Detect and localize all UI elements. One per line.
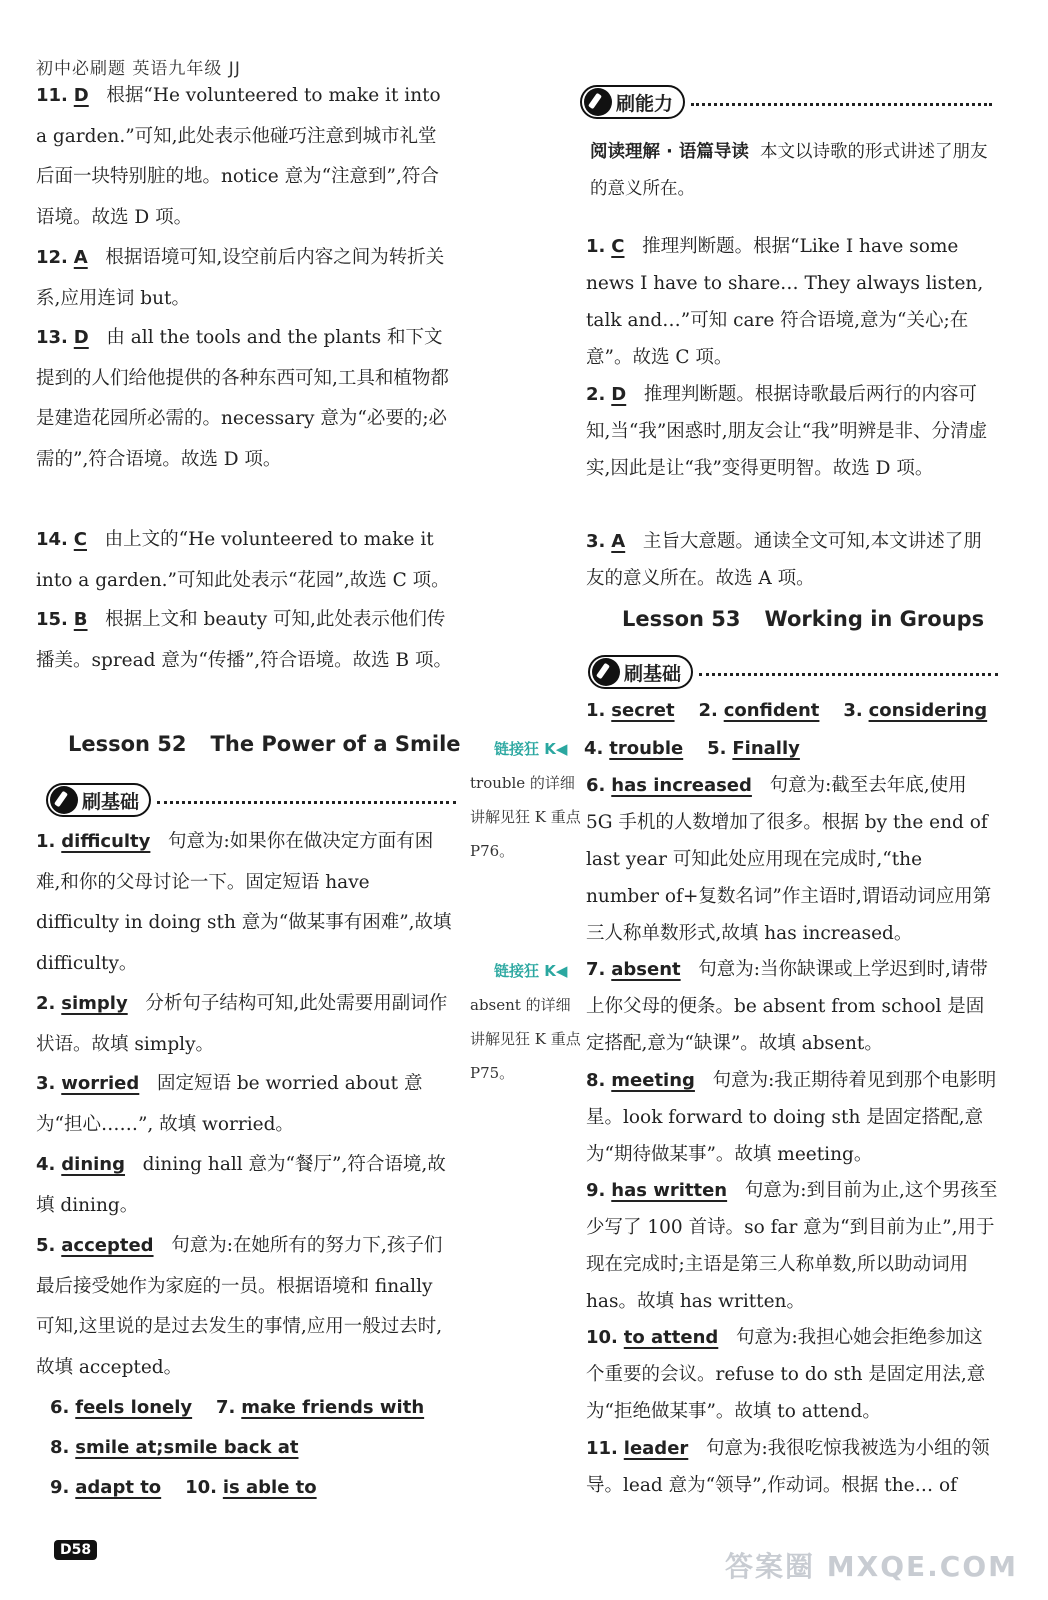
answer-item: 13. D 由 all the tools and the plants 和下文提到的人们给他提供的各种东西可知,工具和植物都是建造花园所必需的。necessary 意为“必要的;必需的”,符合语境。故选 D 项。	[36, 327, 449, 470]
answer-item: 1. C 推理判断题。根据“Like I have some news I have to share… They always listen, talk and…”可知 care 符合语境,意为“关心;在意”。故选 C 项。	[586, 236, 984, 368]
explanation: 句意为:截至去年底,使用 5G 手机的人数增加了很多。根据 by the end of last year 可知此处应用现在完成时,“the number of+复数名词”作主语时,谓语动词应用第三人称单数形式,故填 has increased。	[586, 775, 992, 944]
explanation: 主旨大意题。通读全文可知,本文讲述了朋友的意义所在。故选 A 项。	[586, 531, 982, 589]
answer: D	[73, 85, 89, 106]
answer: has increased	[611, 775, 752, 796]
section-ability	[580, 84, 992, 120]
pen-icon	[584, 88, 612, 116]
explanation: 推理判断题。根据“Like I have some news I have to share… They always listen, talk and…”可知 care 符合语境,意为“关心;在意”。故选 C 项。	[586, 236, 984, 368]
answer: C	[611, 236, 625, 257]
explanation: 句意为:我担心她会拒绝参加这个重要的会议。refuse to do sth 是固定用法,意为“拒绝做某事”。故填 to attend。	[586, 1327, 986, 1422]
watermark-logo: 答案圈 MXQE.COM	[725, 1550, 1018, 1583]
answer: leader	[623, 1438, 689, 1459]
link-note-head: 链接狂 K◀	[494, 962, 568, 980]
explanation: 固定短语 be worried about 意为“担心……”, 故填 worried。	[36, 1073, 423, 1135]
answer-item: 15. B 根据上文和 beauty 可知,此处表示他们传播美。spread 意为“传播”,符合语境。故选 B 项。	[36, 609, 453, 671]
answer: is able to	[222, 1477, 317, 1498]
answer-item: 4. dining dining hall 意为“餐厅”,符合语境,故填 dining。	[36, 1154, 446, 1216]
answer: meeting	[611, 1070, 695, 1091]
explanation: 句意为:如果你在做决定方面有困难,和你的父母讨论一下。固定短语 have difficulty in doing sth 意为“做某事有困难”,故填 difficulty。	[36, 831, 452, 974]
reading-intro: 阅读理解 · 语篇导读 本文以诗歌的形式讲述了朋友的意义所在。	[590, 142, 988, 199]
answer: secret	[611, 700, 675, 721]
answer-item: 11. D 根据“He volunteered to make it into a garden.”可知,此处表示他碰巧注意到城市礼堂后面一块特别脏的地。notice 意为“注意到”,符合语境。故选 D 项。	[36, 85, 441, 228]
answer: D	[611, 384, 627, 405]
answer: dining	[61, 1154, 126, 1175]
link-note-head: 链接狂 K◀	[494, 740, 568, 758]
answer: A	[611, 531, 626, 552]
answer: Finally	[732, 738, 800, 759]
answer: make friends with	[241, 1397, 425, 1418]
pen-icon	[50, 786, 78, 814]
answer-item: 5. accepted 句意为:在她所有的努力下,孩子们最后接受她作为家庭的一员。根据语境和 finally 可知,这里说的是过去发生的事情,应用一般过去时,故填 accepted。	[36, 1235, 443, 1378]
link-note-body: absent 的详细讲解见狂 K 重点 P75。	[470, 996, 581, 1082]
explanation: 由 all the tools and the plants 和下文提到的人们给他提供的各种东西可知,工具和植物都是建造花园所必需的。necessary 意为“必要的;必需的”,符合语境。故选 D 项。	[36, 327, 449, 470]
explanation: 句意为:到目前为止,这个男孩至少写了 100 首诗。so far 意为“到目前为止”,用于现在完成时;主语是第三人称单数,所以助动词用 has。故填 has written。	[586, 1180, 998, 1312]
section-basic-left	[46, 782, 456, 818]
link-note-body: trouble 的详细讲解见狂 K 重点 P76。	[470, 774, 581, 860]
answer: trouble	[609, 738, 684, 759]
explanation: 由上文的“He volunteered to make it into a garden.”可知此处表示“花园”,故选 C 项。	[36, 529, 450, 591]
explanation: 句意为:在她所有的努力下,孩子们最后接受她作为家庭的一员。根据语境和 finally 可知,这里说的是过去发生的事情,应用一般过去时,故填 accepted。	[36, 1235, 443, 1378]
answer: accepted	[61, 1235, 154, 1256]
explanation: 句意为:我正期待着见到那个电影明星。look forward to doing sth 是固定搭配,意为“期待做某事”。故填 meeting。	[586, 1070, 997, 1165]
answer-item: 8. meeting 句意为:我正期待着见到那个电影明星。look forward to doing sth 是固定搭配,意为“期待做某事”。故填 meeting。	[586, 1070, 997, 1165]
explanation: dining hall 意为“餐厅”,符合语境,故填 dining。	[36, 1154, 446, 1216]
explanation: 句意为:我很吃惊我被选为小组的领导。lead 意为“领导”,作动词。根据 the… of	[586, 1438, 990, 1496]
answer-item: 11. leader 句意为:我很吃惊我被选为小组的领导。lead 意为“领导”,作动词。根据 the… of	[586, 1438, 990, 1496]
dotted-divider	[691, 103, 992, 106]
section-badge: 刷基础	[588, 655, 693, 689]
answer-item: 12. A 根据语境可知,设空前后内容之间为转折关系,应用连词 but。	[36, 247, 445, 309]
answer: considering	[868, 700, 988, 721]
answer-item: 3. worried 固定短语 be worried about 意为“担心……”, 故填 worried。	[36, 1073, 423, 1135]
answer-row: 1. secret 2. confident 3. considering	[586, 700, 988, 721]
answer: B	[73, 609, 88, 630]
dotted-divider	[699, 673, 998, 676]
dotted-divider	[157, 801, 456, 804]
section-basic-right	[588, 654, 998, 690]
explanation: 根据语境可知,设空前后内容之间为转折关系,应用连词 but。	[36, 247, 445, 309]
answer: confident	[723, 700, 820, 721]
answer-row: 6. feels lonely 7. make friends with	[50, 1397, 425, 1418]
section-badge: 刷基础	[46, 783, 151, 817]
lesson-53-title: Lesson 53 Working in Groups	[622, 607, 985, 631]
answer-item: 9. has written 句意为:到目前为止,这个男孩至少写了 100 首诗。so far 意为“到目前为止”,用于现在完成时;主语是第三人称单数,所以助动词用 has。故填 has written。	[586, 1180, 998, 1312]
answer-item: 1. difficulty 句意为:如果你在做决定方面有困难,和你的父母讨论一下。固定短语 have difficulty in doing sth 意为“做某事有困难”,故填 difficulty。	[36, 831, 452, 974]
answer: difficulty	[61, 831, 151, 852]
answer-item: 14. C 由上文的“He volunteered to make it into a garden.”可知此处表示“花园”,故选 C 项。	[36, 529, 450, 591]
answer-item: 2. D 推理判断题。根据诗歌最后两行的内容可知,当“我”困惑时,朋友会让“我”明辨是非、分清虚实,因此是让“我”变得更明智。故选 D 项。	[586, 384, 988, 479]
answer: feels lonely	[75, 1397, 193, 1418]
explanation: 分析句子结构可知,此处需要用副词作状语。故填 simply。	[36, 993, 448, 1055]
answer: D	[73, 327, 89, 348]
answer: has written	[611, 1180, 728, 1201]
answer: adapt to	[75, 1477, 162, 1498]
answer-item: 7. absent 句意为:当你缺课或上学迟到时,请带上你父母的便条。be absent from school 是固定搭配,意为“缺课”。故填 absent。	[586, 959, 988, 1054]
answer-row: 8. smile at;smile back at	[50, 1437, 299, 1458]
answer-item: 2. simply 分析句子结构可知,此处需要用副词作状语。故填 simply。	[36, 993, 448, 1055]
answer: C	[73, 529, 87, 550]
explanation: 句意为:当你缺课或上学迟到时,请带上你父母的便条。be absent from school 是固定搭配,意为“缺课”。故填 absent。	[586, 959, 988, 1054]
answer-row: 4. trouble 5. Finally	[584, 738, 800, 759]
page-number: D58	[54, 1540, 97, 1560]
section-badge: 刷能力	[580, 85, 685, 119]
answer-item: 6. has increased 句意为:截至去年底,使用 5G 手机的人数增加了很多。根据 by the end of last year 可知此处应用现在完成时,“the number of+复数名词”作主语时,谓语动词应用第三人称单数形式,故填 has increased。	[586, 775, 992, 944]
answer: worried	[61, 1073, 140, 1094]
answer: to attend	[623, 1327, 719, 1348]
answer-item: 3. A 主旨大意题。通读全文可知,本文讲述了朋友的意义所在。故选 A 项。	[586, 531, 982, 589]
page-header: 初中必刷题 英语九年级 JJ	[36, 59, 241, 79]
explanation: 根据“He volunteered to make it into a garden.”可知,此处表示他碰巧注意到城市礼堂后面一块特别脏的地。notice 意为“注意到”,符合语境。故选 D 项。	[36, 85, 441, 228]
answer: absent	[611, 959, 681, 980]
answer: A	[73, 247, 88, 268]
pen-icon	[592, 658, 620, 686]
explanation: 推理判断题。根据诗歌最后两行的内容可知,当“我”困惑时,朋友会让“我”明辨是非、分清虚实,因此是让“我”变得更明智。故选 D 项。	[586, 384, 988, 479]
answer-item: 10. to attend 句意为:我担心她会拒绝参加这个重要的会议。refuse to do sth 是固定用法,意为“拒绝做某事”。故填 to attend。	[586, 1327, 986, 1422]
lesson-52-title: Lesson 52 The Power of a Smile	[68, 732, 461, 756]
answer-row: 9. adapt to 10. is able to	[50, 1477, 317, 1498]
answer: simply	[61, 993, 128, 1014]
answer: smile at;smile back at	[75, 1437, 299, 1458]
explanation: 根据上文和 beauty 可知,此处表示他们传播美。spread 意为“传播”,符合语境。故选 B 项。	[36, 609, 453, 671]
